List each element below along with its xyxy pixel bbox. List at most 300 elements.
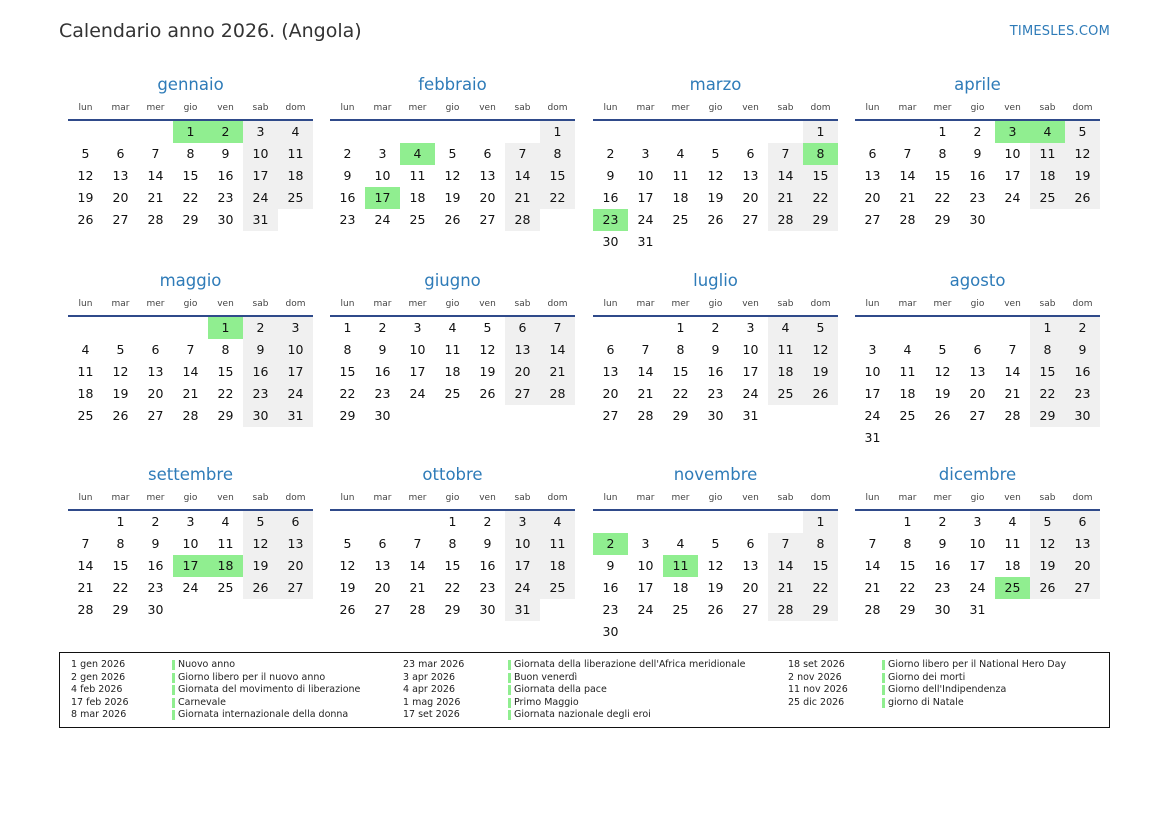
- day-cell: 10: [505, 533, 540, 555]
- day-cell: 8: [343, 342, 352, 357]
- day-cell: 22: [112, 580, 129, 595]
- day-cell: 19: [112, 386, 129, 401]
- day-cell: 6: [151, 342, 160, 357]
- day-cell: 18: [1030, 165, 1065, 187]
- day-cell: 12: [803, 339, 838, 361]
- holiday-date: 17 feb 2026: [71, 696, 129, 708]
- day-cell: 11: [540, 533, 575, 555]
- weekday-label: ven: [742, 299, 759, 309]
- weekday-header: [593, 493, 838, 511]
- day-cell: 25: [672, 602, 689, 617]
- day-cell: 12: [444, 168, 461, 183]
- day-cell: 24: [1004, 190, 1021, 205]
- day-cell: 24: [637, 602, 654, 617]
- day-cell: 15: [540, 165, 575, 187]
- day-cell: 10: [742, 342, 759, 357]
- day-cell: 30: [479, 602, 496, 617]
- day-cell: 1: [803, 511, 838, 533]
- holiday-day-cell: 25: [995, 577, 1030, 599]
- weekday-label: lun: [603, 103, 618, 113]
- day-cell: 2: [973, 124, 982, 139]
- day-cell: 18: [672, 580, 689, 595]
- month-name: febbraio: [418, 75, 487, 94]
- day-cell: 4: [221, 514, 230, 529]
- day-cell: 5: [803, 317, 838, 339]
- day-cell: 11: [899, 364, 916, 379]
- day-cell: 22: [217, 386, 234, 401]
- day-cell: 26: [1065, 187, 1100, 209]
- holiday-date: 2 nov 2026: [788, 671, 842, 683]
- day-cell: 1: [540, 121, 575, 143]
- day-cell: 29: [182, 212, 199, 227]
- weekday-label: ven: [217, 103, 234, 113]
- weekday-label: sab: [252, 103, 269, 113]
- day-cell: 11: [672, 168, 689, 183]
- weekday-label: sab: [1039, 103, 1056, 113]
- weekday-label: mer: [146, 299, 165, 309]
- day-cell: 14: [768, 555, 803, 577]
- day-cell: 12: [707, 168, 724, 183]
- weekday-label: lun: [865, 493, 880, 503]
- holiday-name: Giorno libero per il National Hero Day: [882, 659, 1066, 670]
- day-cell: 19: [339, 580, 356, 595]
- day-cell: 7: [413, 536, 422, 551]
- holiday-name: Carnevale: [172, 697, 226, 708]
- weekday-label: sab: [1039, 299, 1056, 309]
- day-cell: 15: [1030, 361, 1065, 383]
- weekday-header: [855, 103, 1100, 121]
- day-cell: 3: [868, 342, 877, 357]
- weekday-label: gio: [445, 299, 460, 309]
- day-cell: 26: [339, 602, 356, 617]
- holiday-name: Primo Maggio: [508, 697, 579, 708]
- day-cell: 19: [803, 361, 838, 383]
- day-cell: 10: [409, 342, 426, 357]
- holiday-date: 17 set 2026: [403, 709, 460, 721]
- day-cell: 20: [147, 386, 164, 401]
- day-cell: 23: [969, 190, 986, 205]
- day-cell: 22: [934, 190, 951, 205]
- day-cell: 7: [768, 533, 803, 555]
- day-cell: 13: [742, 168, 759, 183]
- day-cell: 22: [803, 577, 838, 599]
- day-cell: 23: [1065, 383, 1100, 405]
- day-cell: 2: [378, 320, 387, 335]
- day-cell: 27: [147, 408, 164, 423]
- day-cell: 15: [934, 168, 951, 183]
- day-cell: 18: [77, 386, 94, 401]
- day-cell: 6: [973, 342, 982, 357]
- holiday-date: 3 apr 2026: [403, 671, 456, 683]
- weekday-label: dom: [547, 299, 568, 309]
- weekday-label: mar: [898, 103, 917, 113]
- day-cell: 12: [112, 364, 129, 379]
- day-cell: 2: [151, 514, 160, 529]
- day-cell: 12: [1030, 533, 1065, 555]
- weekday-label: gio: [970, 493, 985, 503]
- day-cell: 28: [77, 602, 94, 617]
- day-cell: 24: [182, 580, 199, 595]
- weekday-label: gio: [708, 493, 723, 503]
- weekday-label: mer: [671, 493, 690, 503]
- weekday-header: [68, 103, 313, 121]
- weekday-label: lun: [865, 299, 880, 309]
- day-cell: 22: [1030, 383, 1065, 405]
- day-cell: 16: [147, 558, 164, 573]
- day-cell: 23: [934, 580, 951, 595]
- weekday-label: dom: [1072, 103, 1093, 113]
- day-cell: 12: [707, 558, 724, 573]
- day-cell: 8: [448, 536, 457, 551]
- day-cell: 5: [81, 146, 90, 161]
- weekday-label: sab: [514, 299, 531, 309]
- day-cell: 24: [505, 577, 540, 599]
- day-cell: 1: [903, 514, 912, 529]
- holiday-date: 23 mar 2026: [403, 659, 465, 670]
- day-cell: 15: [182, 168, 199, 183]
- day-cell: 5: [711, 146, 720, 161]
- day-cell: 20: [969, 386, 986, 401]
- day-cell: 29: [899, 602, 916, 617]
- day-cell: 12: [1065, 143, 1100, 165]
- day-cell: 11: [444, 342, 461, 357]
- weekday-label: mar: [111, 493, 130, 503]
- month-name: luglio: [693, 271, 738, 290]
- day-cell: 28: [768, 599, 803, 621]
- weekday-header: [855, 493, 1100, 511]
- weekday-label: ven: [217, 493, 234, 503]
- day-cell: 6: [746, 536, 755, 551]
- day-cell: 26: [707, 212, 724, 227]
- day-cell: 8: [903, 536, 912, 551]
- day-cell: 23: [339, 212, 356, 227]
- day-cell: 28: [409, 602, 426, 617]
- day-cell: 30: [602, 624, 619, 639]
- day-cell: 13: [112, 168, 129, 183]
- weekday-label: mar: [636, 103, 655, 113]
- day-cell: 25: [409, 212, 426, 227]
- day-cell: 21: [768, 577, 803, 599]
- day-cell: 18: [278, 165, 313, 187]
- day-cell: 6: [505, 317, 540, 339]
- holiday-name: Giornata della pace: [508, 684, 607, 695]
- day-cell: 20: [864, 190, 881, 205]
- day-cell: 11: [1004, 536, 1021, 551]
- day-cell: 25: [540, 577, 575, 599]
- day-cell: 31: [278, 405, 313, 427]
- day-cell: 30: [969, 212, 986, 227]
- day-cell: 29: [339, 408, 356, 423]
- day-cell: 2: [938, 514, 947, 529]
- weekday-label: gio: [183, 493, 198, 503]
- day-cell: 8: [540, 143, 575, 165]
- day-cell: 19: [707, 580, 724, 595]
- day-cell: 29: [217, 408, 234, 423]
- weekday-header: [330, 103, 575, 121]
- day-cell: 13: [602, 364, 619, 379]
- month-name: aprile: [954, 75, 1001, 94]
- day-cell: 1: [938, 124, 947, 139]
- day-cell: 14: [505, 165, 540, 187]
- day-cell: 26: [707, 602, 724, 617]
- holiday-day-cell: 17: [173, 555, 208, 577]
- holiday-name: Giorno libero per il nuovo anno: [172, 672, 325, 683]
- day-cell: 5: [711, 536, 720, 551]
- day-cell: 10: [374, 168, 391, 183]
- weekday-label: lun: [865, 103, 880, 113]
- day-cell: 28: [182, 408, 199, 423]
- holiday-day-cell: 4: [1030, 121, 1065, 143]
- weekday-label: gio: [445, 103, 460, 113]
- weekday-label: sab: [777, 103, 794, 113]
- holiday-name: Buon venerdì: [508, 672, 577, 683]
- holiday-day-cell: 4: [400, 143, 435, 165]
- day-cell: 10: [243, 143, 278, 165]
- day-cell: 19: [934, 386, 951, 401]
- day-cell: 6: [606, 342, 615, 357]
- weekday-label: mar: [373, 299, 392, 309]
- day-cell: 29: [444, 602, 461, 617]
- day-cell: 18: [540, 555, 575, 577]
- weekday-label: dom: [285, 299, 306, 309]
- day-cell: 27: [742, 602, 759, 617]
- day-cell: 7: [540, 317, 575, 339]
- day-cell: 14: [409, 558, 426, 573]
- weekday-label: mer: [933, 299, 952, 309]
- day-cell: 19: [243, 555, 278, 577]
- weekday-label: dom: [285, 103, 306, 113]
- day-cell: 14: [182, 364, 199, 379]
- day-cell: 7: [641, 342, 650, 357]
- weekday-label: dom: [285, 493, 306, 503]
- day-cell: 29: [934, 212, 951, 227]
- weekday-label: sab: [777, 493, 794, 503]
- holiday-date: 1 gen 2026: [71, 659, 126, 670]
- day-cell: 24: [637, 212, 654, 227]
- day-cell: 9: [973, 146, 982, 161]
- day-cell: 11: [1030, 143, 1065, 165]
- day-cell: 28: [1004, 408, 1021, 423]
- weekday-label: mer: [408, 493, 427, 503]
- day-cell: 15: [803, 165, 838, 187]
- holiday-day-cell: 11: [663, 555, 698, 577]
- day-cell: 30: [934, 602, 951, 617]
- holiday-day-cell: 1: [173, 121, 208, 143]
- weekday-header: [330, 493, 575, 511]
- day-cell: 21: [899, 190, 916, 205]
- weekday-header: [593, 299, 838, 317]
- day-cell: 13: [147, 364, 164, 379]
- weekday-label: lun: [340, 103, 355, 113]
- day-cell: 20: [1065, 555, 1100, 577]
- weekday-label: mer: [671, 299, 690, 309]
- day-cell: 24: [374, 212, 391, 227]
- weekday-label: mer: [408, 299, 427, 309]
- day-cell: 7: [151, 146, 160, 161]
- weekday-label: dom: [1072, 493, 1093, 503]
- day-cell: 8: [186, 146, 195, 161]
- day-cell: 7: [768, 143, 803, 165]
- holiday-day-cell: 8: [803, 143, 838, 165]
- day-cell: 20: [479, 190, 496, 205]
- day-cell: 10: [1004, 146, 1021, 161]
- day-cell: 9: [606, 168, 615, 183]
- weekday-label: dom: [810, 493, 831, 503]
- day-cell: 19: [444, 190, 461, 205]
- weekday-label: mer: [933, 493, 952, 503]
- weekday-label: ven: [1004, 103, 1021, 113]
- day-cell: 27: [278, 577, 313, 599]
- day-cell: 5: [243, 511, 278, 533]
- day-cell: 14: [864, 558, 881, 573]
- weekday-label: gio: [970, 299, 985, 309]
- day-cell: 20: [278, 555, 313, 577]
- brand-link[interactable]: TIMESLES.COM: [1009, 24, 1110, 39]
- day-cell: 7: [868, 536, 877, 551]
- day-cell: 23: [602, 602, 619, 617]
- day-cell: 30: [707, 408, 724, 423]
- day-cell: 24: [278, 383, 313, 405]
- weekday-label: ven: [1004, 493, 1021, 503]
- day-cell: 27: [479, 212, 496, 227]
- day-cell: 8: [116, 536, 125, 551]
- day-cell: 20: [742, 580, 759, 595]
- day-cell: 8: [221, 342, 230, 357]
- day-cell: 7: [903, 146, 912, 161]
- day-cell: 16: [602, 190, 619, 205]
- holiday-date: 11 nov 2026: [788, 684, 848, 696]
- day-cell: 20: [505, 361, 540, 383]
- day-cell: 21: [77, 580, 94, 595]
- day-cell: 10: [637, 168, 654, 183]
- day-cell: 21: [182, 386, 199, 401]
- holiday-date: 2 gen 2026: [71, 671, 126, 683]
- day-cell: 9: [1065, 339, 1100, 361]
- weekday-header: [593, 103, 838, 121]
- day-cell: 17: [1004, 168, 1021, 183]
- day-cell: 9: [606, 558, 615, 573]
- holiday-day-cell: 18: [208, 555, 243, 577]
- day-cell: 6: [868, 146, 877, 161]
- weekday-label: ven: [217, 299, 234, 309]
- day-cell: 29: [112, 602, 129, 617]
- day-cell: 28: [899, 212, 916, 227]
- day-cell: 22: [339, 386, 356, 401]
- holiday-name: Giornata internazionale della donna: [172, 709, 348, 720]
- holiday-day-cell: 23: [593, 209, 628, 231]
- day-cell: 14: [1004, 364, 1021, 379]
- day-cell: 18: [672, 190, 689, 205]
- day-cell: 15: [899, 558, 916, 573]
- weekday-label: mar: [636, 493, 655, 503]
- day-cell: 21: [768, 187, 803, 209]
- day-cell: 16: [707, 364, 724, 379]
- day-cell: 23: [147, 580, 164, 595]
- day-cell: 31: [637, 234, 654, 249]
- day-cell: 14: [540, 339, 575, 361]
- day-cell: 5: [1030, 511, 1065, 533]
- day-cell: 5: [938, 342, 947, 357]
- day-cell: 24: [409, 386, 426, 401]
- weekday-label: dom: [810, 103, 831, 113]
- day-cell: 21: [1004, 386, 1021, 401]
- day-cell: 16: [217, 168, 234, 183]
- day-cell: 12: [339, 558, 356, 573]
- day-cell: 3: [505, 511, 540, 533]
- day-cell: 21: [540, 361, 575, 383]
- day-cell: 14: [147, 168, 164, 183]
- day-cell: 19: [1030, 555, 1065, 577]
- month-name: maggio: [159, 271, 222, 290]
- day-cell: 25: [444, 386, 461, 401]
- day-cell: 26: [479, 386, 496, 401]
- day-cell: 19: [479, 364, 496, 379]
- day-cell: 4: [540, 511, 575, 533]
- weekday-label: dom: [547, 103, 568, 113]
- day-cell: 30: [374, 408, 391, 423]
- day-cell: 17: [742, 364, 759, 379]
- day-cell: 11: [409, 168, 426, 183]
- holiday-date: 18 set 2026: [788, 659, 845, 670]
- weekday-label: lun: [78, 493, 93, 503]
- day-cell: 16: [243, 361, 278, 383]
- day-cell: 13: [1065, 533, 1100, 555]
- day-cell: 2: [1065, 317, 1100, 339]
- day-cell: 17: [637, 580, 654, 595]
- day-cell: 29: [803, 599, 838, 621]
- weekday-label: mar: [898, 299, 917, 309]
- day-cell: 13: [742, 558, 759, 573]
- weekday-header: [68, 493, 313, 511]
- day-cell: 26: [444, 212, 461, 227]
- day-cell: 6: [116, 146, 125, 161]
- day-cell: 18: [1004, 558, 1021, 573]
- day-cell: 18: [444, 364, 461, 379]
- day-cell: 3: [243, 121, 278, 143]
- holiday-date: 8 mar 2026: [71, 709, 127, 721]
- day-cell: 9: [711, 342, 720, 357]
- day-cell: 27: [969, 408, 986, 423]
- day-cell: 1: [448, 514, 457, 529]
- day-cell: 9: [938, 536, 947, 551]
- day-cell: 4: [768, 317, 803, 339]
- day-cell: 1: [343, 320, 352, 335]
- day-cell: 5: [116, 342, 125, 357]
- holiday-date: 1 mag 2026: [403, 696, 461, 708]
- day-cell: 31: [505, 599, 540, 621]
- day-cell: 26: [803, 383, 838, 405]
- day-cell: 13: [479, 168, 496, 183]
- day-cell: 18: [768, 361, 803, 383]
- weekday-label: sab: [252, 299, 269, 309]
- day-cell: 9: [243, 339, 278, 361]
- day-cell: 31: [243, 209, 278, 231]
- day-cell: 11: [768, 339, 803, 361]
- day-cell: 4: [81, 342, 90, 357]
- month-name: marzo: [689, 75, 742, 94]
- day-cell: 27: [602, 408, 619, 423]
- weekday-label: lun: [603, 493, 618, 503]
- day-cell: 28: [147, 212, 164, 227]
- day-cell: 9: [378, 342, 387, 357]
- day-cell: 16: [602, 580, 619, 595]
- holiday-date: 25 dic 2026: [788, 696, 845, 708]
- day-cell: 3: [641, 536, 650, 551]
- weekday-label: mar: [898, 493, 917, 503]
- day-cell: 7: [505, 143, 540, 165]
- day-cell: 2: [483, 514, 492, 529]
- day-cell: 22: [672, 386, 689, 401]
